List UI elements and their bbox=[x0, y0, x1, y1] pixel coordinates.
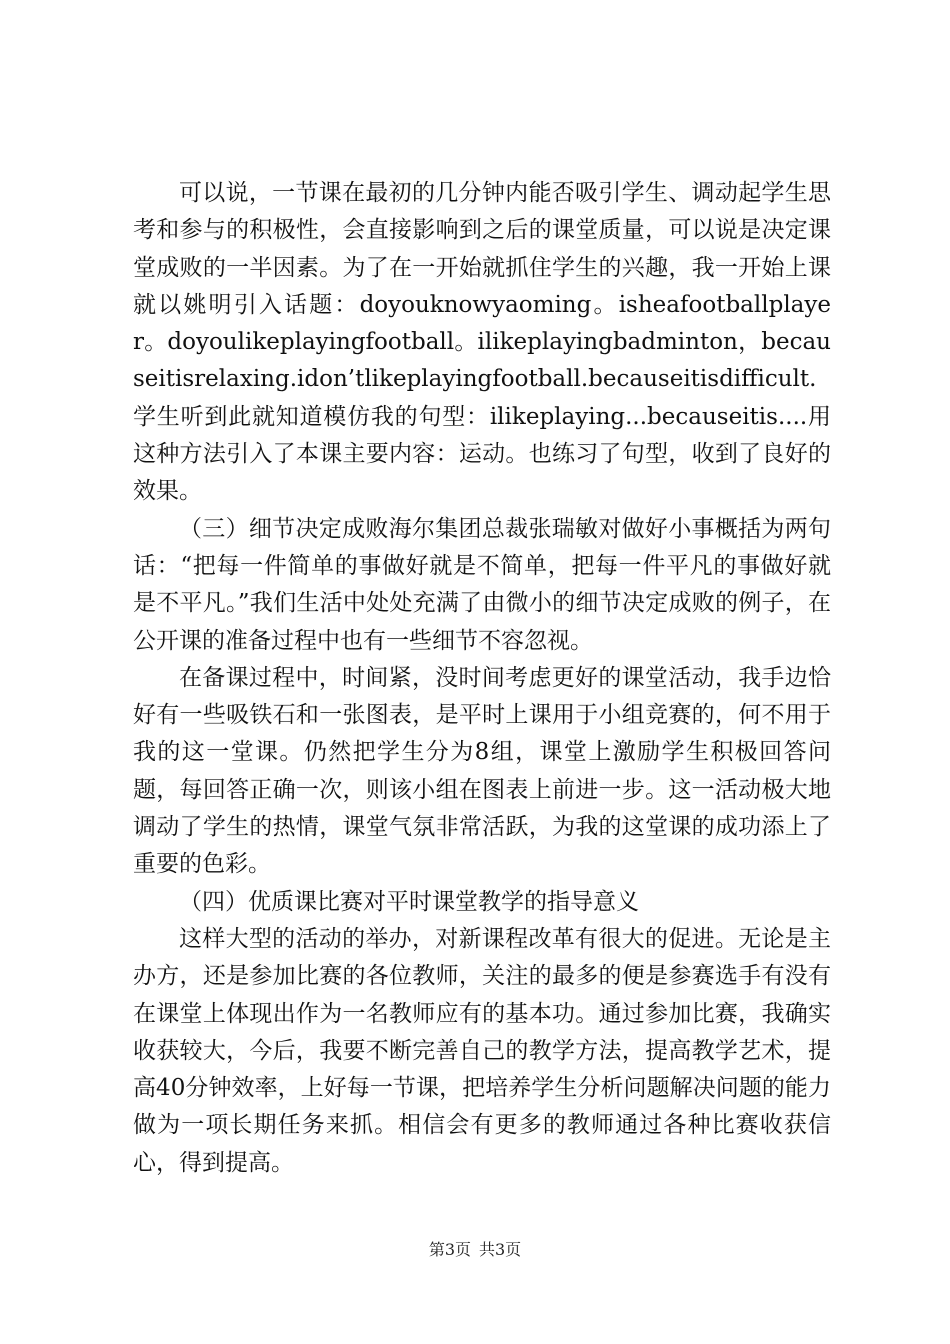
paragraph-conclusion: 这样大型的活动的举办，对新课程改革有很大的促进。无论是主办方，还是参加比赛的各位教师，关注的最多的便是参赛选手有没有在课堂上体现出作为一名教师应有的基本功。通过参加比赛，我确实收获较大，今后，我要不断完善自己的教学方法，提高教学艺术，提高40分钟效率，上好每一节课，把培养学生分析问题解决问题的能力做为一项长期任务来抓。相信会有更多的教师通过各种比赛收获信心，得到提高。 bbox=[133, 925, 831, 1176]
section-heading-4: （四）优质课比赛对平时课堂教学的指导意义 bbox=[179, 888, 639, 915]
paragraph-details: （三）细节决定成败海尔集团总裁张瑞敏对做好小事概括为两句话：“把每一件简单的事做好就是不简单，把每一件平凡的事做好就是不平凡。”我们生活中处处充满了由微小的细节决定成败的例子，在公开课的准备过程中也有一些细节不容忽视。 bbox=[133, 515, 831, 654]
paragraph-intro: 可以说，一节课在最初的几分钟内能否吸引学生、调动起学生思考和参与的积极性，会直接影响到之后的课堂质量，可以说是决定课堂成败的一半因素。为了在一开始就抓住学生的兴趣，我一开始上课就以姚明引入话题：doyouknowyaoming。isheafootballplayer。doyoulikeplayingfootball。ilikeplayingbadminton，becauseitisrelaxing.idon’tlikeplayingfootball.becauseitisdifficult.学生听到此就知道模仿我的句型：ilikeplaying...becauseitis....用这种方法引入了本课主要内容：运动。也练习了句型，收到了良好的效果。 bbox=[133, 180, 831, 505]
page-footer bbox=[0, 1240, 950, 1260]
page-total: 共3页 bbox=[479, 1240, 522, 1259]
page-number: 第3页 bbox=[428, 1240, 471, 1259]
paragraph-preparation: 在备课过程中，时间紧，没时间考虑更好的课堂活动，我手边恰好有一些吸铁石和一张图表，是平时上课用于小组竞赛的，何不用于我的这一堂课。仍然把学生分为8组，课堂上激励学生积极回答问题，每回答正确一次，则该小组在图表上前进一步。这一活动极大地调动了学生的热情，课堂气氛非常活跃，为我的这堂课的成功添上了重要的色彩。 bbox=[133, 664, 831, 878]
document-body bbox=[133, 175, 831, 1182]
